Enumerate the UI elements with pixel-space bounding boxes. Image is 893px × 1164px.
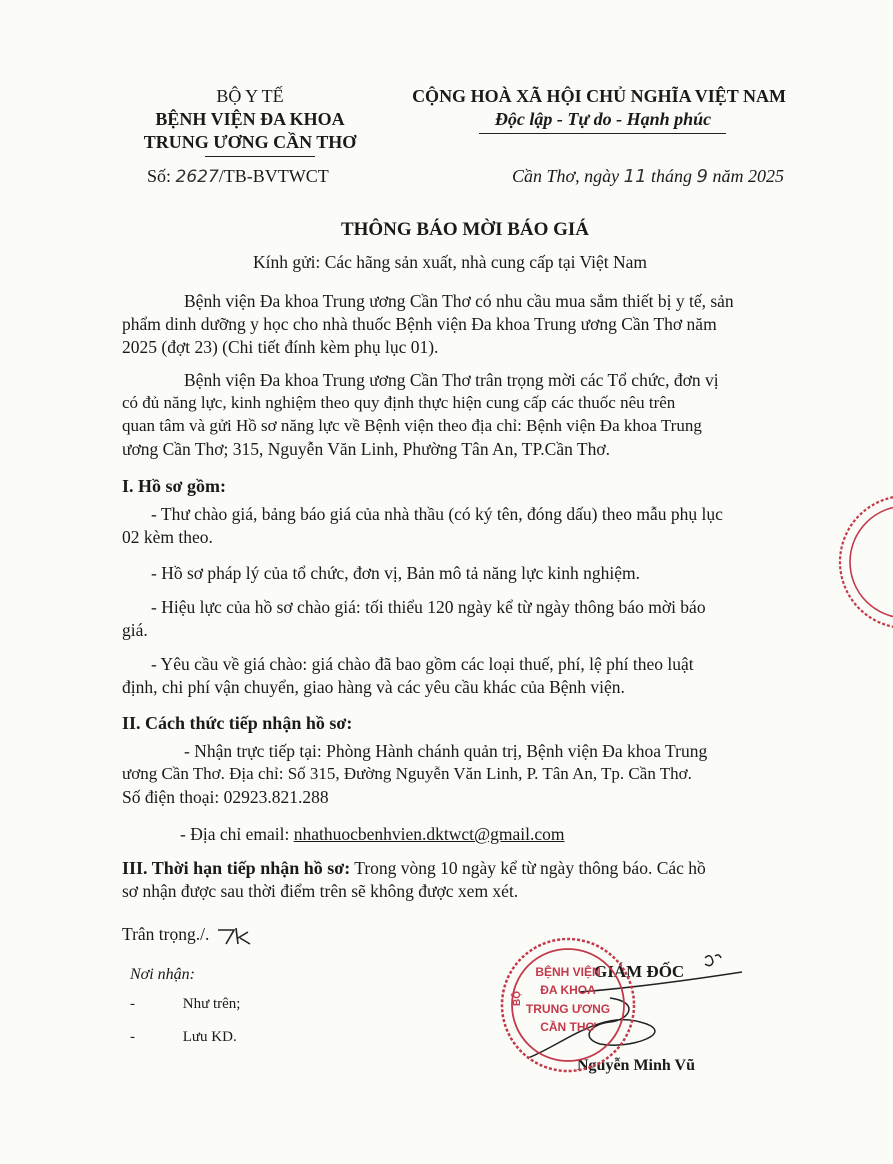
date-month: 9 xyxy=(696,166,708,187)
doc-no-label: Số: xyxy=(147,166,172,186)
doc-no-suffix: /TB-BVTWCT xyxy=(218,166,329,186)
closing-label: Trân trọng./. xyxy=(122,924,210,945)
recipient-line: Kính gửi: Các hãng sản xuất, nhà cung cấp tại Việt Nam xyxy=(253,252,647,272)
motto-underline xyxy=(479,133,726,134)
date-day: 11 xyxy=(623,166,647,187)
intro-p1-l3: 2025 (đợt 23) (Chi tiết đính kèm phụ lục 01). xyxy=(122,337,439,357)
recipients-bullet: - xyxy=(130,1029,135,1045)
section3-line2: sơ nhận được sau thời điểm trên sẽ không được xem xét. xyxy=(122,881,519,901)
section2-line3: Số điện thoại: 02923.821.288 xyxy=(122,787,329,807)
document-number xyxy=(147,166,329,187)
recipients-item-1 xyxy=(130,996,240,1013)
intro-p2-l1: Bệnh viện Đa khoa Trung ương Cần Thơ trân trọng mời các Tổ chức, đơn vị xyxy=(184,370,719,390)
email-label: - Địa chỉ email: xyxy=(180,824,290,844)
section1-item3-l1: - Hiệu lực của hồ sơ chào giá: tối thiểu 120 ngày kể từ ngày thông báo mời báo xyxy=(151,597,706,617)
section3-heading: III. Thời hạn tiếp nhận hồ sơ: xyxy=(122,858,351,878)
recipients-label: Nơi nhận: xyxy=(130,966,195,983)
section1-item4-l2: định, chi phí vận chuyển, giao hàng và các yêu cầu khác của Bệnh viện. xyxy=(122,677,625,697)
recipients-text: Như trên; xyxy=(182,996,241,1012)
recipients-text: Lưu KD. xyxy=(182,1029,237,1045)
section2-line2: ương Cần Thơ. Địa chỉ: Số 315, Đường Nguyễn Văn Linh, P. Tân An, Tp. Cần Thơ. xyxy=(122,764,692,783)
recipients-bullet: - xyxy=(130,996,135,1012)
seal-line3: TRUNG ƯƠNG xyxy=(525,1002,611,1016)
hospital-seal xyxy=(498,935,638,1075)
date-month-label: tháng xyxy=(651,166,693,186)
doc-no-handwritten: 2627 xyxy=(175,167,219,187)
section2-line1: - Nhận trực tiếp tại: Phòng Hành chánh quản trị, Bệnh viện Đa khoa Trung xyxy=(184,741,708,761)
intro-p2-l2: có đủ năng lực, kinh nghiệm theo quy định thực hiện cung cấp các thuốc nêu trên xyxy=(122,393,676,412)
intro-p1-l1: Bệnh viện Đa khoa Trung ương Cần Thơ có nhu cầu mua sắm thiết bị y tế, sản xyxy=(184,291,734,311)
signer-name: Nguyễn Minh Vũ xyxy=(577,1057,695,1074)
recipients-item-2 xyxy=(130,1029,237,1046)
header-left-underline xyxy=(205,156,315,157)
section1-item1-l2: 02 kèm theo. xyxy=(122,527,213,547)
closing-text xyxy=(122,924,254,948)
ministry-name: BỘ Y TẾ xyxy=(216,86,284,106)
date-year: năm 2025 xyxy=(712,166,784,186)
section1-heading: I. Hồ sơ gồm: xyxy=(122,476,226,496)
hospital-name-line2: TRUNG ƯƠNG CẦN THƠ xyxy=(143,132,357,152)
seal-line2: ĐA KHOA xyxy=(540,983,596,997)
seal-line4: CẦN THƠ xyxy=(540,1020,596,1034)
country-name: CỘNG HOÀ XÃ HỘI CHỦ NGHĨA VIỆT NAM xyxy=(412,86,786,106)
document-title: THÔNG BÁO MỜI BÁO GIÁ xyxy=(340,219,590,240)
section3-line1-rest: Trong vòng 10 ngày kể từ ngày thông báo. Các hồ xyxy=(354,858,706,878)
hospital-name-line1: BỆNH VIỆN ĐA KHOA xyxy=(155,109,345,129)
section1-item1-l1: - Thư chào giá, bảng báo giá của nhà thầu (có ký tên, đóng dấu) theo mẫu phụ lục xyxy=(151,504,723,524)
section3-line1 xyxy=(122,858,706,879)
initials-signature-icon xyxy=(214,924,254,948)
section2-heading: II. Cách thức tiếp nhận hồ sơ: xyxy=(122,713,353,733)
section1-item3-l2: giá. xyxy=(122,620,148,640)
seal-line1: BỆNH VIỆN xyxy=(535,965,601,979)
issue-date xyxy=(512,166,784,187)
intro-p2-l3: quan tâm và gửi Hồ sơ năng lực về Bệnh viện theo địa chỉ: Bệnh viện Đa khoa Trung xyxy=(122,416,702,435)
signature-title: GIÁM ĐỐC xyxy=(594,962,685,981)
partial-seal-ring-icon xyxy=(834,490,893,635)
email-link[interactable]: nhathuocbenhvien.dktwct@gmail.com xyxy=(293,824,565,844)
seal-side: BỘ xyxy=(512,991,523,1006)
section1-item2: - Hồ sơ pháp lý của tổ chức, đơn vị, Bản mô tả năng lực kinh nghiệm. xyxy=(151,563,640,583)
national-motto: Độc lập - Tự do - Hạnh phúc xyxy=(494,109,712,129)
section1-item4-l1: - Yêu cầu về giá chào: giá chào đã bao gồm các loại thuế, phí, lệ phí theo luật xyxy=(151,654,694,674)
intro-p1-l2: phẩm dinh dưỡng y học cho nhà thuốc Bệnh viện Đa khoa Trung ương Cần Thơ năm xyxy=(122,314,717,334)
partial-seal-edge xyxy=(834,490,893,635)
date-place: Cần Thơ, ngày xyxy=(512,166,620,186)
section2-email-row xyxy=(180,824,565,845)
intro-p2-l4: ương Cần Thơ; 315, Nguyễn Văn Linh, Phường Tân An, TP.Cần Thơ. xyxy=(122,439,610,459)
